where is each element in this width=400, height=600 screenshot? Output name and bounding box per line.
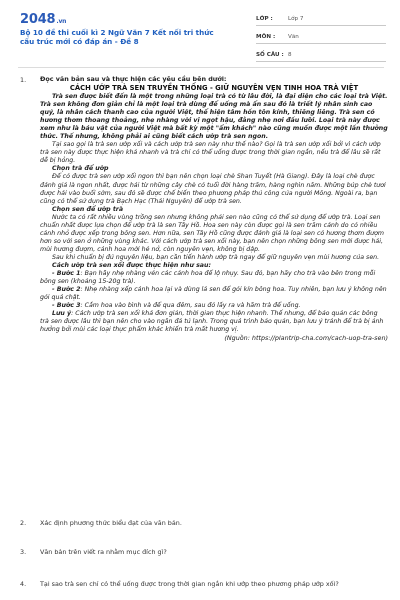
meta-label-subject: MÔN :: [256, 33, 276, 40]
step-2-text: : Nhẹ nhàng xếp cánh hoa lại và dùng lá sen để gói kín bông hoa. Tuy nhiên, bạn lưu ý không nên gói quá chặt.: [40, 286, 387, 302]
passage-intro: Trà sen được biết đến là một trong những loại trà có từ lâu đời, là đại diện cho các loại trà Việt. Trà sen không đơn giản chỉ là một loại trà dùng để uống mà ẩn sau đó là triết lý nhân sinh cao quý, là nhân cách thanh cao của người Việt, thể hiện tâm hồn tôn kính, thiêng liêng. Trà sen có hương thơm thoang thoảng, nhẹ nhàng với vị ngọt hậu, đằng nhẹ nơi đầu lưỡi. Loại trà này được xem như là báu vật của người Việt mà bất kỳ một "ẩm khách" nào cũng muốn được một lần thưởng thức. Thế nhưng, không phải ai cũng biết cách ướp trà sen ngon.: [40, 93, 388, 141]
question-1: [40, 75, 388, 343]
question-3-text: Văn bản trên viết ra nhằm mục đích gì?: [40, 548, 167, 556]
note-text: : Cách ướp trà sen xối khá đơn giản, thời gian thực hiện nhanh. Thế nhưng, để bảo quản các bông trà sen được lâu thì bạn nên cho vào ngăn đá tủ lạnh. Trong quá trình bảo quản, bạn lưu ý tránh để trà bị ảnh hưởng bởi mùi các loại thực phẩm khác khiến trà mất hương vị.: [40, 310, 384, 334]
site-logo[interactable]: [20, 12, 66, 27]
meta-label-class: LỚP :: [256, 15, 273, 22]
meta-value-subject: Văn: [288, 33, 299, 40]
question-4-number: 4.: [20, 580, 27, 588]
meta-value-count: 8: [288, 51, 292, 58]
meta-value-class: Lớp 7: [288, 15, 304, 22]
question-4-text: Tại sao trà sen chỉ có thể uống được trong thời gian ngắn khi ướp theo phương pháp ướp xối?: [40, 580, 339, 588]
question-1-number: 1.: [20, 76, 27, 84]
passage-lotus: Nước ta có rất nhiều vùng trồng sen nhưng không phải sen nào cũng có thể sử dụng để ướp trà. Loại sen chuẩn nhất được lựa chọn để ướp trà là sen Tây Hồ. Hoa sen này còn được gọi là sen trăm cánh do có nhiều cánh nhỏ được xếp trong bông sen. Hơn nữa, sen Tây Hồ cũng được đánh giá là loại sen có hương thơm đượm hơn so với sen ở những vùng khác. Với cách ướp trà sen xối này, bạn nên chọn những bông sen mới được hái, mùi hương đượm, cánh hoa mới hé nở, còn nguyên vẹn, không bị dập.: [40, 213, 385, 253]
passage: [40, 93, 388, 334]
header-divider: [18, 67, 384, 68]
question-1-prompt: Đọc văn bản sau và thực hiện các yêu cầu bên dưới:: [40, 75, 227, 83]
meta-row-count: [256, 48, 386, 62]
page-title: Bộ 10 đề thi cuối kì 2 Ngữ Văn 7 Kết nối tri thức cấu trúc mới có đáp án - Đề 8: [20, 28, 214, 46]
step-2-label: - Bước 2: [52, 286, 81, 294]
meta-row-subject: [256, 30, 386, 44]
meta-row-class: [256, 12, 386, 26]
step-3-label: - Bước 3: [52, 302, 81, 310]
logo-main: 2048: [20, 12, 56, 27]
step-1-label: - Bước 1: [52, 270, 81, 278]
note-label: Lưu ý: [52, 310, 72, 318]
step-1-text: : Bạn hãy nhẹ nhàng vén các cánh hoa để lộ nhụy. Sau đó, bạn hãy cho trà vào bên trong mỗi bông sen (khoảng 15-20g trà).: [40, 270, 376, 286]
passage-source: (Nguồn: https://plantrip-cha.com/cach-uop-tra-sen): [224, 334, 388, 343]
logo-sub: .vn: [56, 18, 67, 25]
question-3-number: 3.: [20, 548, 27, 556]
step-3-text: : Cắm hoa vào bình và để qua đêm, sau đó lấy ra và hãm trà để uống.: [80, 302, 301, 310]
step-2: [40, 286, 388, 302]
passage-why: Tại sao gọi là trà sen ướp xối và cách ướp trà sen này như thế nào? Gọi là trà sen ướp xối bởi vì cách ướp trà sen này được thực hiện khá nhanh và trà chỉ có thể uống được trong thời gian ngắn, nếu trà để lâu sẽ rất dễ bị hỏng.: [40, 141, 381, 165]
note: [40, 310, 388, 334]
passage-ready: Sau khi chuẩn bị đủ nguyên liệu, bạn cần tiến hành ướp trà ngay để giữ nguyên vẹn mùi hương của sen.: [52, 253, 380, 261]
heading-steps: Cách ướp trà sen xối được thực hiện như sau:: [52, 261, 211, 269]
meta-panel: [256, 12, 386, 66]
heading-choose-tea: Chọn trà để ướp: [52, 165, 109, 173]
question-2-number: 2.: [20, 519, 27, 527]
passage-tea: Để có được trà sen ướp xối ngon thì bạn nên chọn loại chè Shan Tuyết (Hà Giang). Đây là loại chè được đánh giá là ngon nhất, được hái từ những cây chè có tuổi đời hàng trăm, hàng nghìn năm. Những búp chè tươi được hái vào buổi sớm, sau đó sẽ được chế biến theo phương pháp thủ công của người Mông. Ngoài ra, bạn cũng có thể sử dụng trà Bạch Hạc (Thái Nguyên) để ướp trà sen.: [40, 173, 386, 205]
question-2-text: Xác định phương thức biểu đạt của văn bản.: [40, 519, 182, 527]
meta-label-count: SỐ CÂU :: [256, 51, 284, 58]
page-header: [0, 0, 400, 64]
step-1: [40, 270, 388, 286]
passage-title: CÁCH ƯỚP TRÀ SEN TRUYỀN THỐNG - GIỮ NGUYÊN VẸN TINH HOA TRÀ VIỆT: [69, 84, 359, 92]
heading-choose-lotus: Chọn sen để ướp trà: [52, 205, 124, 213]
